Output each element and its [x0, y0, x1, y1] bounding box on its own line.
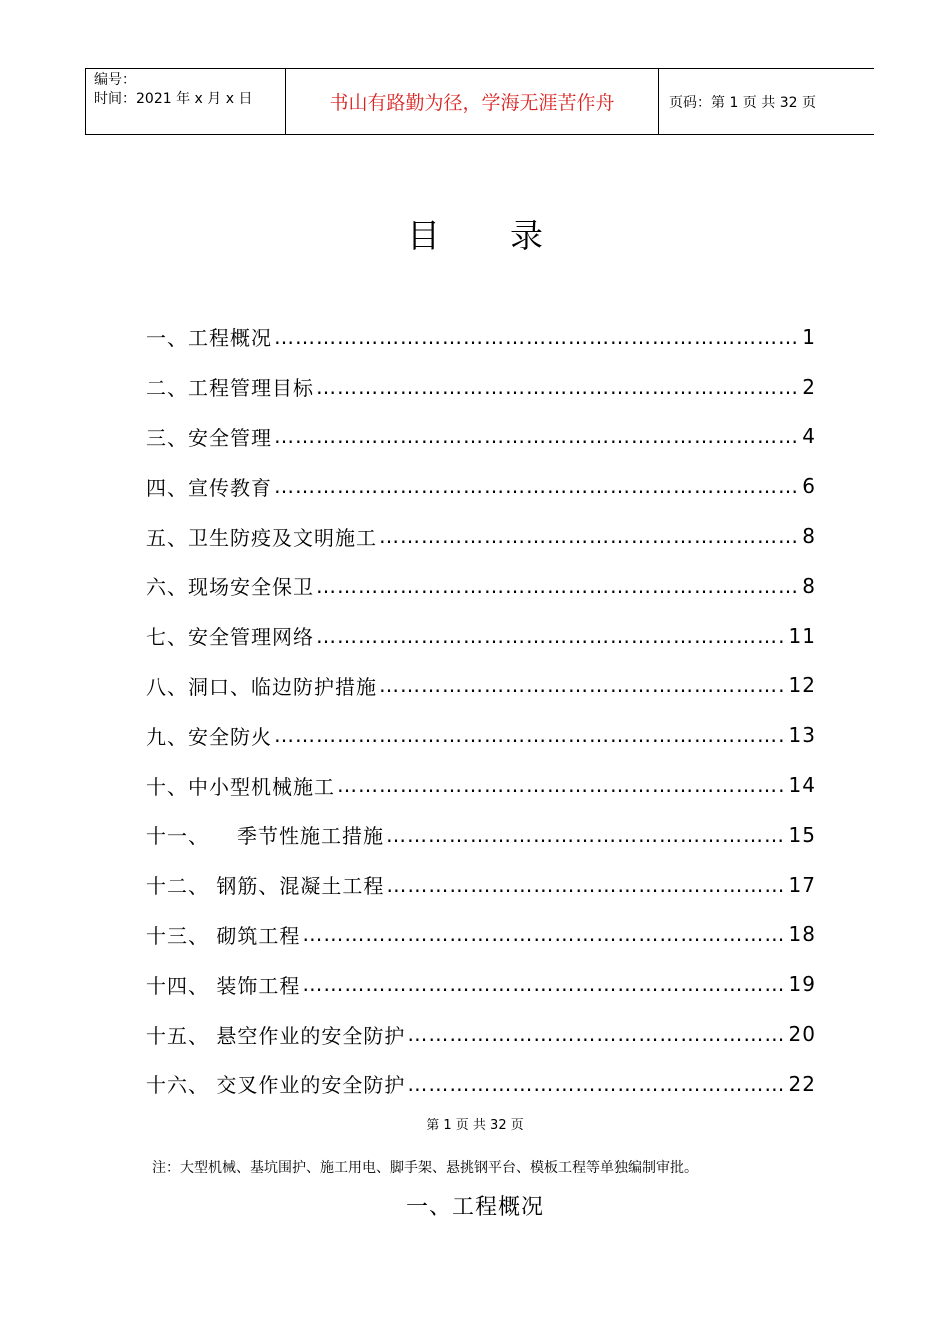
toc-leader: [337, 773, 787, 797]
toc-page: 2: [802, 374, 816, 399]
toc-label: 十三、 砌筑工程: [146, 923, 301, 948]
toc-item[interactable]: [146, 362, 816, 412]
toc-label: 七、安全管理网络: [146, 625, 314, 650]
toc-label: 六、现场安全保卫: [146, 575, 314, 600]
toc-page: 22: [788, 1071, 816, 1096]
toc-item[interactable]: [146, 1009, 816, 1059]
section-heading: 一、工程概况: [405, 1195, 544, 1220]
toc-item[interactable]: [146, 860, 816, 910]
toc-page: 6: [802, 474, 816, 499]
toc-leader: [302, 972, 786, 996]
toc-page: 1: [802, 324, 816, 349]
toc-leader: [379, 524, 800, 548]
toc-item[interactable]: [146, 810, 816, 860]
toc-label: 三、安全管理: [146, 425, 272, 450]
toc-label: 二、工程管理目标: [146, 376, 314, 401]
toc-item[interactable]: [146, 511, 816, 561]
toc-label: 十四、 装饰工程: [146, 973, 301, 998]
toc-page: 20: [788, 1022, 816, 1047]
toc-page: 8: [802, 524, 816, 549]
toc-page: 13: [788, 723, 816, 748]
document-date: 时间：2021 年 x 月 x 日: [94, 91, 253, 107]
toc-leader: [316, 574, 800, 598]
toc-page: 15: [788, 822, 816, 847]
toc-leader: [316, 624, 787, 648]
toc-page: 11: [788, 623, 816, 648]
toc-leader: [274, 424, 800, 448]
toc-leader: [274, 474, 800, 498]
toc-item[interactable]: [146, 910, 816, 960]
toc-item[interactable]: [146, 461, 816, 511]
header-motto: 书山有路勤为径，学海无涯苦作舟: [286, 69, 659, 134]
toc-item[interactable]: [146, 1059, 816, 1109]
toc-leader: [274, 723, 787, 747]
toc-leader: [386, 823, 787, 847]
toc-label: 十、中小型机械施工: [146, 774, 335, 799]
toc-item[interactable]: [146, 561, 816, 611]
toc-label: 四、宣传教育: [146, 475, 272, 500]
toc-leader: [407, 1022, 786, 1046]
page-header: [85, 68, 874, 135]
toc-label: 五、卫生防疫及文明施工: [146, 525, 377, 550]
toc-leader: [407, 1072, 786, 1096]
toc-label: 八、洞口、临边防护措施: [146, 674, 377, 699]
page-footer: 第 1 页 共 32 页: [426, 1118, 524, 1133]
toc-page: 4: [802, 424, 816, 449]
toc-leader: [302, 922, 786, 946]
toc-page: 8: [802, 573, 816, 598]
toc-leader: [274, 325, 800, 349]
toc-item[interactable]: [146, 959, 816, 1009]
table-of-contents: [146, 312, 816, 1109]
toc-leader: [316, 375, 800, 399]
toc-label: 九、安全防火: [146, 724, 272, 749]
toc-page: 19: [788, 972, 816, 997]
toc-label: 一、工程概况: [146, 326, 272, 351]
toc-page: 14: [788, 773, 816, 798]
footnote: 注：大型机械、基坑围护、施工用电、脚手架、悬挑钢平台、模板工程等单独编制审批。: [152, 1160, 698, 1176]
toc-item[interactable]: [146, 312, 816, 362]
toc-leader: [386, 873, 786, 897]
toc-label: 十六、 交叉作业的安全防护: [146, 1073, 406, 1098]
header-page-info: 页码：第 1 页 共 32 页: [669, 94, 816, 111]
page-title: 目录: [407, 216, 613, 255]
toc-label-number: 十一、: [146, 824, 209, 849]
header-meta: [85, 69, 286, 134]
toc-label-text: 季节性施工措施: [237, 824, 384, 849]
toc-item[interactable]: [146, 661, 816, 711]
toc-item[interactable]: [146, 760, 816, 810]
toc-label: 十二、 钢筋、混凝土工程: [146, 874, 385, 899]
toc-page: 18: [788, 922, 816, 947]
toc-label: [146, 820, 384, 849]
toc-page: 12: [788, 673, 816, 698]
toc-page: 17: [788, 872, 816, 897]
document-number: 编号：: [94, 72, 136, 88]
toc-item[interactable]: [146, 710, 816, 760]
toc-label: 十五、 悬空作业的安全防护: [146, 1023, 406, 1048]
toc-item[interactable]: [146, 412, 816, 462]
toc-leader: [379, 673, 787, 697]
toc-item[interactable]: [146, 611, 816, 661]
